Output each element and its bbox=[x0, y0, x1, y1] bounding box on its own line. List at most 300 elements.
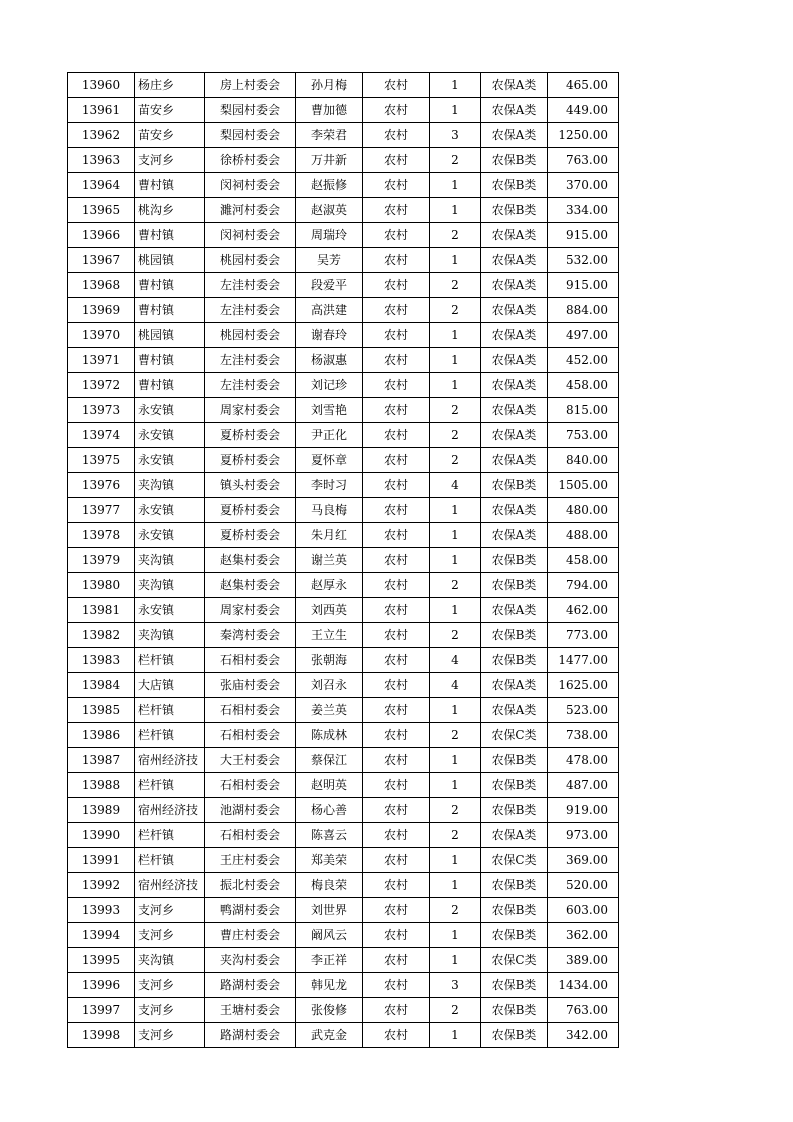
person-name-cell: 夏怀章 bbox=[296, 448, 363, 473]
table-row bbox=[68, 923, 619, 948]
amount-cell: 973.00 bbox=[548, 823, 619, 848]
amount-cell: 773.00 bbox=[548, 623, 619, 648]
township-cell: 曹村镇 bbox=[135, 348, 205, 373]
township-cell: 支河乡 bbox=[135, 998, 205, 1023]
record-id-cell: 13986 bbox=[68, 723, 135, 748]
insurance-category-cell: 农保A类 bbox=[481, 423, 548, 448]
township-cell: 栏杆镇 bbox=[135, 698, 205, 723]
township-cell: 夹沟镇 bbox=[135, 548, 205, 573]
insurance-category-cell: 农保C类 bbox=[481, 723, 548, 748]
insurance-category-cell: 农保A类 bbox=[481, 673, 548, 698]
household-count-cell: 1 bbox=[430, 248, 481, 273]
township-cell: 栏杆镇 bbox=[135, 773, 205, 798]
household-count-cell: 1 bbox=[430, 873, 481, 898]
person-name-cell: 孙月梅 bbox=[296, 73, 363, 98]
insurance-category-cell: 农保A类 bbox=[481, 323, 548, 348]
household-count-cell: 2 bbox=[430, 148, 481, 173]
residence-type-cell: 农村 bbox=[363, 73, 430, 98]
household-count-cell: 1 bbox=[430, 498, 481, 523]
record-id-cell: 13964 bbox=[68, 173, 135, 198]
village-committee-cell: 左洼村委会 bbox=[205, 373, 296, 398]
amount-cell: 915.00 bbox=[548, 273, 619, 298]
table-row bbox=[68, 148, 619, 173]
residence-type-cell: 农村 bbox=[363, 598, 430, 623]
person-name-cell: 杨心善 bbox=[296, 798, 363, 823]
household-count-cell: 1 bbox=[430, 348, 481, 373]
table-body bbox=[68, 73, 619, 1048]
person-name-cell: 李荣君 bbox=[296, 123, 363, 148]
person-name-cell: 吴芳 bbox=[296, 248, 363, 273]
table-row bbox=[68, 973, 619, 998]
person-name-cell: 赵明英 bbox=[296, 773, 363, 798]
table-row bbox=[68, 573, 619, 598]
residence-type-cell: 农村 bbox=[363, 573, 430, 598]
record-id-cell: 13992 bbox=[68, 873, 135, 898]
household-count-cell: 2 bbox=[430, 223, 481, 248]
village-committee-cell: 闵祠村委会 bbox=[205, 223, 296, 248]
village-committee-cell: 赵集村委会 bbox=[205, 548, 296, 573]
record-id-cell: 13977 bbox=[68, 498, 135, 523]
household-count-cell: 1 bbox=[430, 373, 481, 398]
residence-type-cell: 农村 bbox=[363, 223, 430, 248]
table-row bbox=[68, 98, 619, 123]
township-cell: 曹村镇 bbox=[135, 298, 205, 323]
household-count-cell: 2 bbox=[430, 398, 481, 423]
record-id-cell: 13968 bbox=[68, 273, 135, 298]
person-name-cell: 蔡保江 bbox=[296, 748, 363, 773]
table-row bbox=[68, 498, 619, 523]
household-count-cell: 4 bbox=[430, 673, 481, 698]
residence-type-cell: 农村 bbox=[363, 373, 430, 398]
person-name-cell: 谢兰英 bbox=[296, 548, 363, 573]
record-id-cell: 13998 bbox=[68, 1023, 135, 1048]
table-row bbox=[68, 998, 619, 1023]
amount-cell: 532.00 bbox=[548, 248, 619, 273]
residence-type-cell: 农村 bbox=[363, 423, 430, 448]
residence-type-cell: 农村 bbox=[363, 923, 430, 948]
household-count-cell: 1 bbox=[430, 323, 481, 348]
table-row bbox=[68, 1023, 619, 1048]
township-cell: 支河乡 bbox=[135, 898, 205, 923]
person-name-cell: 段爱平 bbox=[296, 273, 363, 298]
residence-type-cell: 农村 bbox=[363, 348, 430, 373]
residence-type-cell: 农村 bbox=[363, 448, 430, 473]
insurance-category-cell: 农保A类 bbox=[481, 823, 548, 848]
village-committee-cell: 石相村委会 bbox=[205, 723, 296, 748]
table-row bbox=[68, 748, 619, 773]
person-name-cell: 万井新 bbox=[296, 148, 363, 173]
village-committee-cell: 夹沟村委会 bbox=[205, 948, 296, 973]
township-cell: 永安镇 bbox=[135, 448, 205, 473]
township-cell: 支河乡 bbox=[135, 148, 205, 173]
person-name-cell: 谢春玲 bbox=[296, 323, 363, 348]
amount-cell: 342.00 bbox=[548, 1023, 619, 1048]
village-committee-cell: 曹庄村委会 bbox=[205, 923, 296, 948]
township-cell: 杨庄乡 bbox=[135, 73, 205, 98]
insurance-category-cell: 农保B类 bbox=[481, 748, 548, 773]
residence-type-cell: 农村 bbox=[363, 773, 430, 798]
residence-type-cell: 农村 bbox=[363, 798, 430, 823]
insurance-category-cell: 农保A类 bbox=[481, 523, 548, 548]
record-id-cell: 13974 bbox=[68, 423, 135, 448]
insurance-category-cell: 农保B类 bbox=[481, 1023, 548, 1048]
residence-type-cell: 农村 bbox=[363, 848, 430, 873]
residence-type-cell: 农村 bbox=[363, 198, 430, 223]
record-id-cell: 13961 bbox=[68, 98, 135, 123]
township-cell: 大店镇 bbox=[135, 673, 205, 698]
household-count-cell: 3 bbox=[430, 973, 481, 998]
amount-cell: 458.00 bbox=[548, 548, 619, 573]
village-committee-cell: 梨园村委会 bbox=[205, 123, 296, 148]
household-count-cell: 1 bbox=[430, 73, 481, 98]
person-name-cell: 赵振修 bbox=[296, 173, 363, 198]
village-committee-cell: 赵集村委会 bbox=[205, 573, 296, 598]
amount-cell: 840.00 bbox=[548, 448, 619, 473]
insurance-category-cell: 农保B类 bbox=[481, 798, 548, 823]
amount-cell: 738.00 bbox=[548, 723, 619, 748]
insurance-category-cell: 农保A类 bbox=[481, 73, 548, 98]
amount-cell: 389.00 bbox=[548, 948, 619, 973]
village-committee-cell: 张庙村委会 bbox=[205, 673, 296, 698]
insurance-category-cell: 农保B类 bbox=[481, 773, 548, 798]
household-count-cell: 2 bbox=[430, 723, 481, 748]
household-count-cell: 2 bbox=[430, 823, 481, 848]
village-committee-cell: 石相村委会 bbox=[205, 648, 296, 673]
insurance-category-cell: 农保C类 bbox=[481, 948, 548, 973]
household-count-cell: 1 bbox=[430, 748, 481, 773]
village-committee-cell: 夏桥村委会 bbox=[205, 423, 296, 448]
village-committee-cell: 镇头村委会 bbox=[205, 473, 296, 498]
insurance-category-cell: 农保A类 bbox=[481, 223, 548, 248]
table-row bbox=[68, 873, 619, 898]
person-name-cell: 赵淑英 bbox=[296, 198, 363, 223]
village-committee-cell: 左洼村委会 bbox=[205, 348, 296, 373]
township-cell: 宿州经济技 bbox=[135, 748, 205, 773]
table-row bbox=[68, 798, 619, 823]
person-name-cell: 马良梅 bbox=[296, 498, 363, 523]
table-row bbox=[68, 73, 619, 98]
record-id-cell: 13963 bbox=[68, 148, 135, 173]
residence-type-cell: 农村 bbox=[363, 173, 430, 198]
insurance-category-cell: 农保A类 bbox=[481, 598, 548, 623]
township-cell: 栏杆镇 bbox=[135, 848, 205, 873]
table-row bbox=[68, 423, 619, 448]
insurance-category-cell: 农保B类 bbox=[481, 998, 548, 1023]
household-count-cell: 1 bbox=[430, 848, 481, 873]
village-committee-cell: 夏桥村委会 bbox=[205, 498, 296, 523]
record-id-cell: 13984 bbox=[68, 673, 135, 698]
person-name-cell: 曹加德 bbox=[296, 98, 363, 123]
record-id-cell: 13967 bbox=[68, 248, 135, 273]
village-committee-cell: 梨园村委会 bbox=[205, 98, 296, 123]
insurance-category-cell: 农保A类 bbox=[481, 298, 548, 323]
record-id-cell: 13987 bbox=[68, 748, 135, 773]
record-id-cell: 13970 bbox=[68, 323, 135, 348]
village-committee-cell: 周家村委会 bbox=[205, 598, 296, 623]
insurance-category-cell: 农保A类 bbox=[481, 248, 548, 273]
township-cell: 桃园镇 bbox=[135, 323, 205, 348]
table-row bbox=[68, 598, 619, 623]
township-cell: 永安镇 bbox=[135, 423, 205, 448]
insurance-category-cell: 农保B类 bbox=[481, 873, 548, 898]
table-row bbox=[68, 248, 619, 273]
village-committee-cell: 石相村委会 bbox=[205, 698, 296, 723]
township-cell: 栏杆镇 bbox=[135, 723, 205, 748]
amount-cell: 523.00 bbox=[548, 698, 619, 723]
household-count-cell: 2 bbox=[430, 423, 481, 448]
amount-cell: 763.00 bbox=[548, 998, 619, 1023]
table-row bbox=[68, 523, 619, 548]
person-name-cell: 赵厚永 bbox=[296, 573, 363, 598]
township-cell: 曹村镇 bbox=[135, 223, 205, 248]
township-cell: 桃园镇 bbox=[135, 248, 205, 273]
residence-type-cell: 农村 bbox=[363, 698, 430, 723]
amount-cell: 452.00 bbox=[548, 348, 619, 373]
amount-cell: 1505.00 bbox=[548, 473, 619, 498]
residence-type-cell: 农村 bbox=[363, 723, 430, 748]
insurance-category-cell: 农保A类 bbox=[481, 698, 548, 723]
insurance-category-cell: 农保A类 bbox=[481, 98, 548, 123]
amount-cell: 1625.00 bbox=[548, 673, 619, 698]
amount-cell: 915.00 bbox=[548, 223, 619, 248]
township-cell: 夹沟镇 bbox=[135, 623, 205, 648]
amount-cell: 497.00 bbox=[548, 323, 619, 348]
insurance-category-cell: 农保B类 bbox=[481, 473, 548, 498]
amount-cell: 1477.00 bbox=[548, 648, 619, 673]
village-committee-cell: 池湖村委会 bbox=[205, 798, 296, 823]
amount-cell: 480.00 bbox=[548, 498, 619, 523]
household-count-cell: 1 bbox=[430, 198, 481, 223]
village-committee-cell: 夏桥村委会 bbox=[205, 523, 296, 548]
record-id-cell: 13978 bbox=[68, 523, 135, 548]
residence-type-cell: 农村 bbox=[363, 473, 430, 498]
residence-type-cell: 农村 bbox=[363, 648, 430, 673]
person-name-cell: 韩见龙 bbox=[296, 973, 363, 998]
amount-cell: 884.00 bbox=[548, 298, 619, 323]
household-count-cell: 2 bbox=[430, 623, 481, 648]
table-row bbox=[68, 673, 619, 698]
person-name-cell: 刘雪艳 bbox=[296, 398, 363, 423]
township-cell: 支河乡 bbox=[135, 923, 205, 948]
table-row bbox=[68, 198, 619, 223]
household-count-cell: 1 bbox=[430, 923, 481, 948]
person-name-cell: 姜兰英 bbox=[296, 698, 363, 723]
residence-type-cell: 农村 bbox=[363, 673, 430, 698]
table-row bbox=[68, 773, 619, 798]
residence-type-cell: 农村 bbox=[363, 148, 430, 173]
household-count-cell: 2 bbox=[430, 448, 481, 473]
record-id-cell: 13976 bbox=[68, 473, 135, 498]
village-committee-cell: 振北村委会 bbox=[205, 873, 296, 898]
amount-cell: 362.00 bbox=[548, 923, 619, 948]
person-name-cell: 刘记珍 bbox=[296, 373, 363, 398]
residence-type-cell: 农村 bbox=[363, 248, 430, 273]
residence-type-cell: 农村 bbox=[363, 748, 430, 773]
village-committee-cell: 左洼村委会 bbox=[205, 298, 296, 323]
household-count-cell: 2 bbox=[430, 898, 481, 923]
insurance-category-cell: 农保B类 bbox=[481, 898, 548, 923]
insurance-category-cell: 农保B类 bbox=[481, 923, 548, 948]
table-row bbox=[68, 623, 619, 648]
person-name-cell: 李正祥 bbox=[296, 948, 363, 973]
township-cell: 桃沟乡 bbox=[135, 198, 205, 223]
record-id-cell: 13966 bbox=[68, 223, 135, 248]
village-committee-cell: 桃园村委会 bbox=[205, 323, 296, 348]
record-id-cell: 13971 bbox=[68, 348, 135, 373]
record-id-cell: 13991 bbox=[68, 848, 135, 873]
household-count-cell: 2 bbox=[430, 298, 481, 323]
table-row bbox=[68, 723, 619, 748]
household-count-cell: 1 bbox=[430, 698, 481, 723]
township-cell: 栏杆镇 bbox=[135, 823, 205, 848]
record-id-cell: 13994 bbox=[68, 923, 135, 948]
township-cell: 夹沟镇 bbox=[135, 473, 205, 498]
village-committee-cell: 王庄村委会 bbox=[205, 848, 296, 873]
township-cell: 支河乡 bbox=[135, 1023, 205, 1048]
record-id-cell: 13975 bbox=[68, 448, 135, 473]
insurance-category-cell: 农保B类 bbox=[481, 573, 548, 598]
table-row bbox=[68, 823, 619, 848]
village-committee-cell: 桃园村委会 bbox=[205, 248, 296, 273]
residence-type-cell: 农村 bbox=[363, 973, 430, 998]
record-id-cell: 13990 bbox=[68, 823, 135, 848]
record-id-cell: 13979 bbox=[68, 548, 135, 573]
village-committee-cell: 石相村委会 bbox=[205, 773, 296, 798]
amount-cell: 603.00 bbox=[548, 898, 619, 923]
residence-type-cell: 农村 bbox=[363, 498, 430, 523]
township-cell: 曹村镇 bbox=[135, 373, 205, 398]
insurance-category-cell: 农保A类 bbox=[481, 273, 548, 298]
insurance-category-cell: 农保B类 bbox=[481, 548, 548, 573]
amount-cell: 478.00 bbox=[548, 748, 619, 773]
insurance-category-cell: 农保B类 bbox=[481, 623, 548, 648]
person-name-cell: 朱月红 bbox=[296, 523, 363, 548]
person-name-cell: 陈成林 bbox=[296, 723, 363, 748]
amount-cell: 465.00 bbox=[548, 73, 619, 98]
record-id-cell: 13972 bbox=[68, 373, 135, 398]
table-row bbox=[68, 348, 619, 373]
person-name-cell: 尹正化 bbox=[296, 423, 363, 448]
amount-cell: 815.00 bbox=[548, 398, 619, 423]
person-name-cell: 杨淑惠 bbox=[296, 348, 363, 373]
household-count-cell: 2 bbox=[430, 798, 481, 823]
village-committee-cell: 秦湾村委会 bbox=[205, 623, 296, 648]
residence-type-cell: 农村 bbox=[363, 548, 430, 573]
township-cell: 苗安乡 bbox=[135, 98, 205, 123]
township-cell: 支河乡 bbox=[135, 973, 205, 998]
record-id-cell: 13989 bbox=[68, 798, 135, 823]
village-committee-cell: 房上村委会 bbox=[205, 73, 296, 98]
village-committee-cell: 路湖村委会 bbox=[205, 1023, 296, 1048]
table-row bbox=[68, 448, 619, 473]
township-cell: 夹沟镇 bbox=[135, 573, 205, 598]
table-row bbox=[68, 698, 619, 723]
township-cell: 夹沟镇 bbox=[135, 948, 205, 973]
household-count-cell: 1 bbox=[430, 1023, 481, 1048]
insurance-category-cell: 农保B类 bbox=[481, 173, 548, 198]
insurance-category-cell: 农保B类 bbox=[481, 148, 548, 173]
record-id-cell: 13982 bbox=[68, 623, 135, 648]
township-cell: 永安镇 bbox=[135, 523, 205, 548]
table-row bbox=[68, 373, 619, 398]
household-count-cell: 1 bbox=[430, 98, 481, 123]
insurance-category-cell: 农保B类 bbox=[481, 973, 548, 998]
amount-cell: 919.00 bbox=[548, 798, 619, 823]
residence-type-cell: 农村 bbox=[363, 298, 430, 323]
person-name-cell: 梅良荣 bbox=[296, 873, 363, 898]
household-count-cell: 1 bbox=[430, 523, 481, 548]
household-count-cell: 4 bbox=[430, 473, 481, 498]
residence-type-cell: 农村 bbox=[363, 398, 430, 423]
record-id-cell: 13962 bbox=[68, 123, 135, 148]
residence-type-cell: 农村 bbox=[363, 1023, 430, 1048]
village-committee-cell: 徐桥村委会 bbox=[205, 148, 296, 173]
village-committee-cell: 闵祠村委会 bbox=[205, 173, 296, 198]
person-name-cell: 刘西英 bbox=[296, 598, 363, 623]
insurance-category-cell: 农保A类 bbox=[481, 398, 548, 423]
person-name-cell: 高洪建 bbox=[296, 298, 363, 323]
record-id-cell: 13995 bbox=[68, 948, 135, 973]
insurance-category-cell: 农保A类 bbox=[481, 498, 548, 523]
residence-type-cell: 农村 bbox=[363, 273, 430, 298]
table-row bbox=[68, 848, 619, 873]
table-row bbox=[68, 223, 619, 248]
person-name-cell: 李时习 bbox=[296, 473, 363, 498]
person-name-cell: 张朝海 bbox=[296, 648, 363, 673]
amount-cell: 763.00 bbox=[548, 148, 619, 173]
village-committee-cell: 石相村委会 bbox=[205, 823, 296, 848]
residence-type-cell: 农村 bbox=[363, 898, 430, 923]
record-id-cell: 13960 bbox=[68, 73, 135, 98]
household-count-cell: 3 bbox=[430, 123, 481, 148]
village-committee-cell: 王塘村委会 bbox=[205, 998, 296, 1023]
amount-cell: 369.00 bbox=[548, 848, 619, 873]
township-cell: 永安镇 bbox=[135, 398, 205, 423]
insurance-category-cell: 农保A类 bbox=[481, 448, 548, 473]
village-committee-cell: 大王村委会 bbox=[205, 748, 296, 773]
amount-cell: 334.00 bbox=[548, 198, 619, 223]
record-id-cell: 13980 bbox=[68, 573, 135, 598]
person-name-cell: 武克金 bbox=[296, 1023, 363, 1048]
township-cell: 栏杆镇 bbox=[135, 648, 205, 673]
amount-cell: 488.00 bbox=[548, 523, 619, 548]
insurance-category-cell: 农保A类 bbox=[481, 373, 548, 398]
residence-type-cell: 农村 bbox=[363, 823, 430, 848]
township-cell: 永安镇 bbox=[135, 598, 205, 623]
village-committee-cell: 鸭湖村委会 bbox=[205, 898, 296, 923]
table-row bbox=[68, 898, 619, 923]
person-name-cell: 阚风云 bbox=[296, 923, 363, 948]
record-id-cell: 13983 bbox=[68, 648, 135, 673]
village-committee-cell: 路湖村委会 bbox=[205, 973, 296, 998]
record-id-cell: 13996 bbox=[68, 973, 135, 998]
township-cell: 宿州经济技 bbox=[135, 873, 205, 898]
household-count-cell: 2 bbox=[430, 998, 481, 1023]
household-count-cell: 1 bbox=[430, 598, 481, 623]
amount-cell: 794.00 bbox=[548, 573, 619, 598]
person-name-cell: 周瑞玲 bbox=[296, 223, 363, 248]
village-committee-cell: 濉河村委会 bbox=[205, 198, 296, 223]
amount-cell: 753.00 bbox=[548, 423, 619, 448]
record-id-cell: 13965 bbox=[68, 198, 135, 223]
insurance-category-cell: 农保C类 bbox=[481, 848, 548, 873]
amount-cell: 458.00 bbox=[548, 373, 619, 398]
township-cell: 曹村镇 bbox=[135, 173, 205, 198]
residence-type-cell: 农村 bbox=[363, 98, 430, 123]
residence-type-cell: 农村 bbox=[363, 623, 430, 648]
record-id-cell: 13969 bbox=[68, 298, 135, 323]
person-name-cell: 刘世界 bbox=[296, 898, 363, 923]
